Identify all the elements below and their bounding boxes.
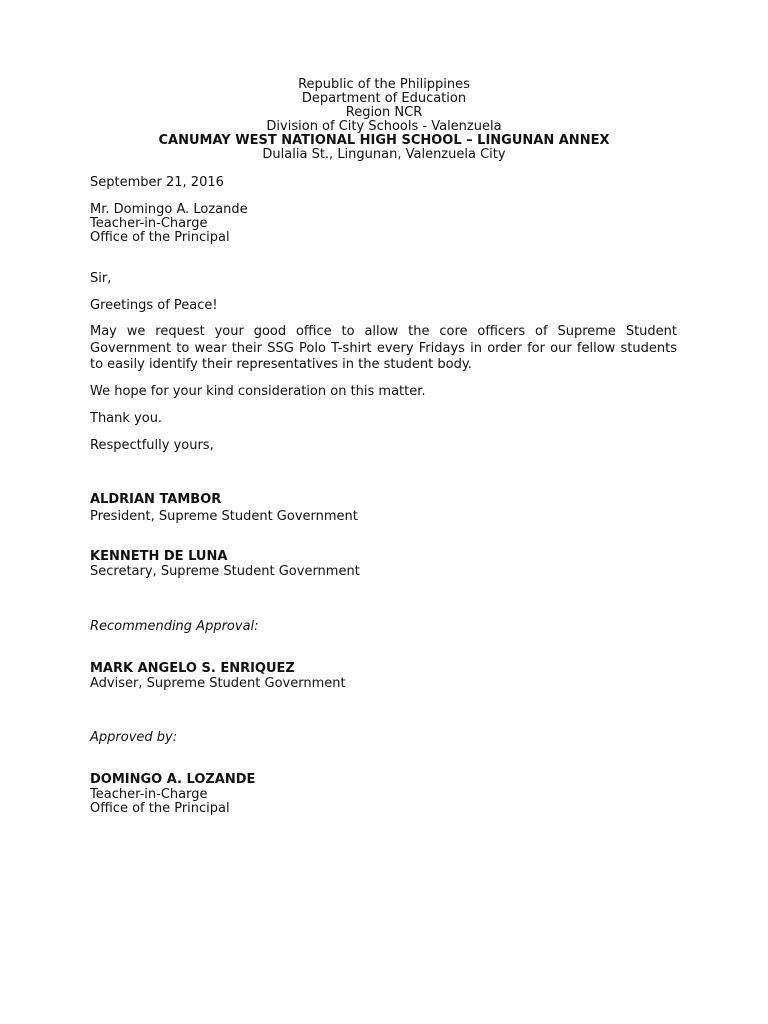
recipient-office: Office of the Principal <box>90 230 230 245</box>
salutation: Sir, <box>90 271 112 286</box>
header-republic: Republic of the Philippines <box>298 77 470 92</box>
recommending-label: Recommending Approval: <box>90 619 259 634</box>
letter-date: September 21, 2016 <box>90 175 224 190</box>
approved-label: Approved by: <box>90 730 178 745</box>
header-department: Department of Education <box>301 91 467 106</box>
recipient-title: Teacher-in-Charge <box>90 216 208 231</box>
signatory-title: President, Supreme Student Government <box>90 509 358 524</box>
signatory-name: KENNETH DE LUNA <box>90 549 228 564</box>
request-paragraph: May we request your good office to allow the core officers of Supreme Student Government to wear their SSG Polo T-shirt every Fridays in order for our fellow students to easily identify their representatives in the student body. <box>90 324 677 372</box>
recommending-name: MARK ANGELO S. ENRIQUEZ <box>90 661 295 676</box>
thanks-line: Thank you. <box>90 411 163 426</box>
hope-paragraph: We hope for your kind consideration on this matter. <box>90 384 426 399</box>
signatory-title: Secretary, Supreme Student Government <box>90 564 360 579</box>
approved-title: Teacher-in-Charge <box>90 787 208 802</box>
approved-name: DOMINGO A. LOZANDE <box>90 772 256 787</box>
header-school-name: CANUMAY WEST NATIONAL HIGH SCHOOL – LINGUNAN ANNEX <box>158 133 610 148</box>
signatory-name: ALDRIAN TAMBOR <box>90 492 222 507</box>
approved-office: Office of the Principal <box>90 801 230 816</box>
header-school-address: Dulalia St., Lingunan, Valenzuela City <box>262 147 506 162</box>
greeting: Greetings of Peace! <box>90 298 218 313</box>
closing-line: Respectfully yours, <box>90 438 214 453</box>
header-region: Region NCR <box>345 105 423 120</box>
header-division: Division of City Schools - Valenzuela <box>266 119 502 134</box>
recipient-name: Mr. Domingo A. Lozande <box>90 202 248 217</box>
recommending-title: Adviser, Supreme Student Government <box>90 676 346 691</box>
